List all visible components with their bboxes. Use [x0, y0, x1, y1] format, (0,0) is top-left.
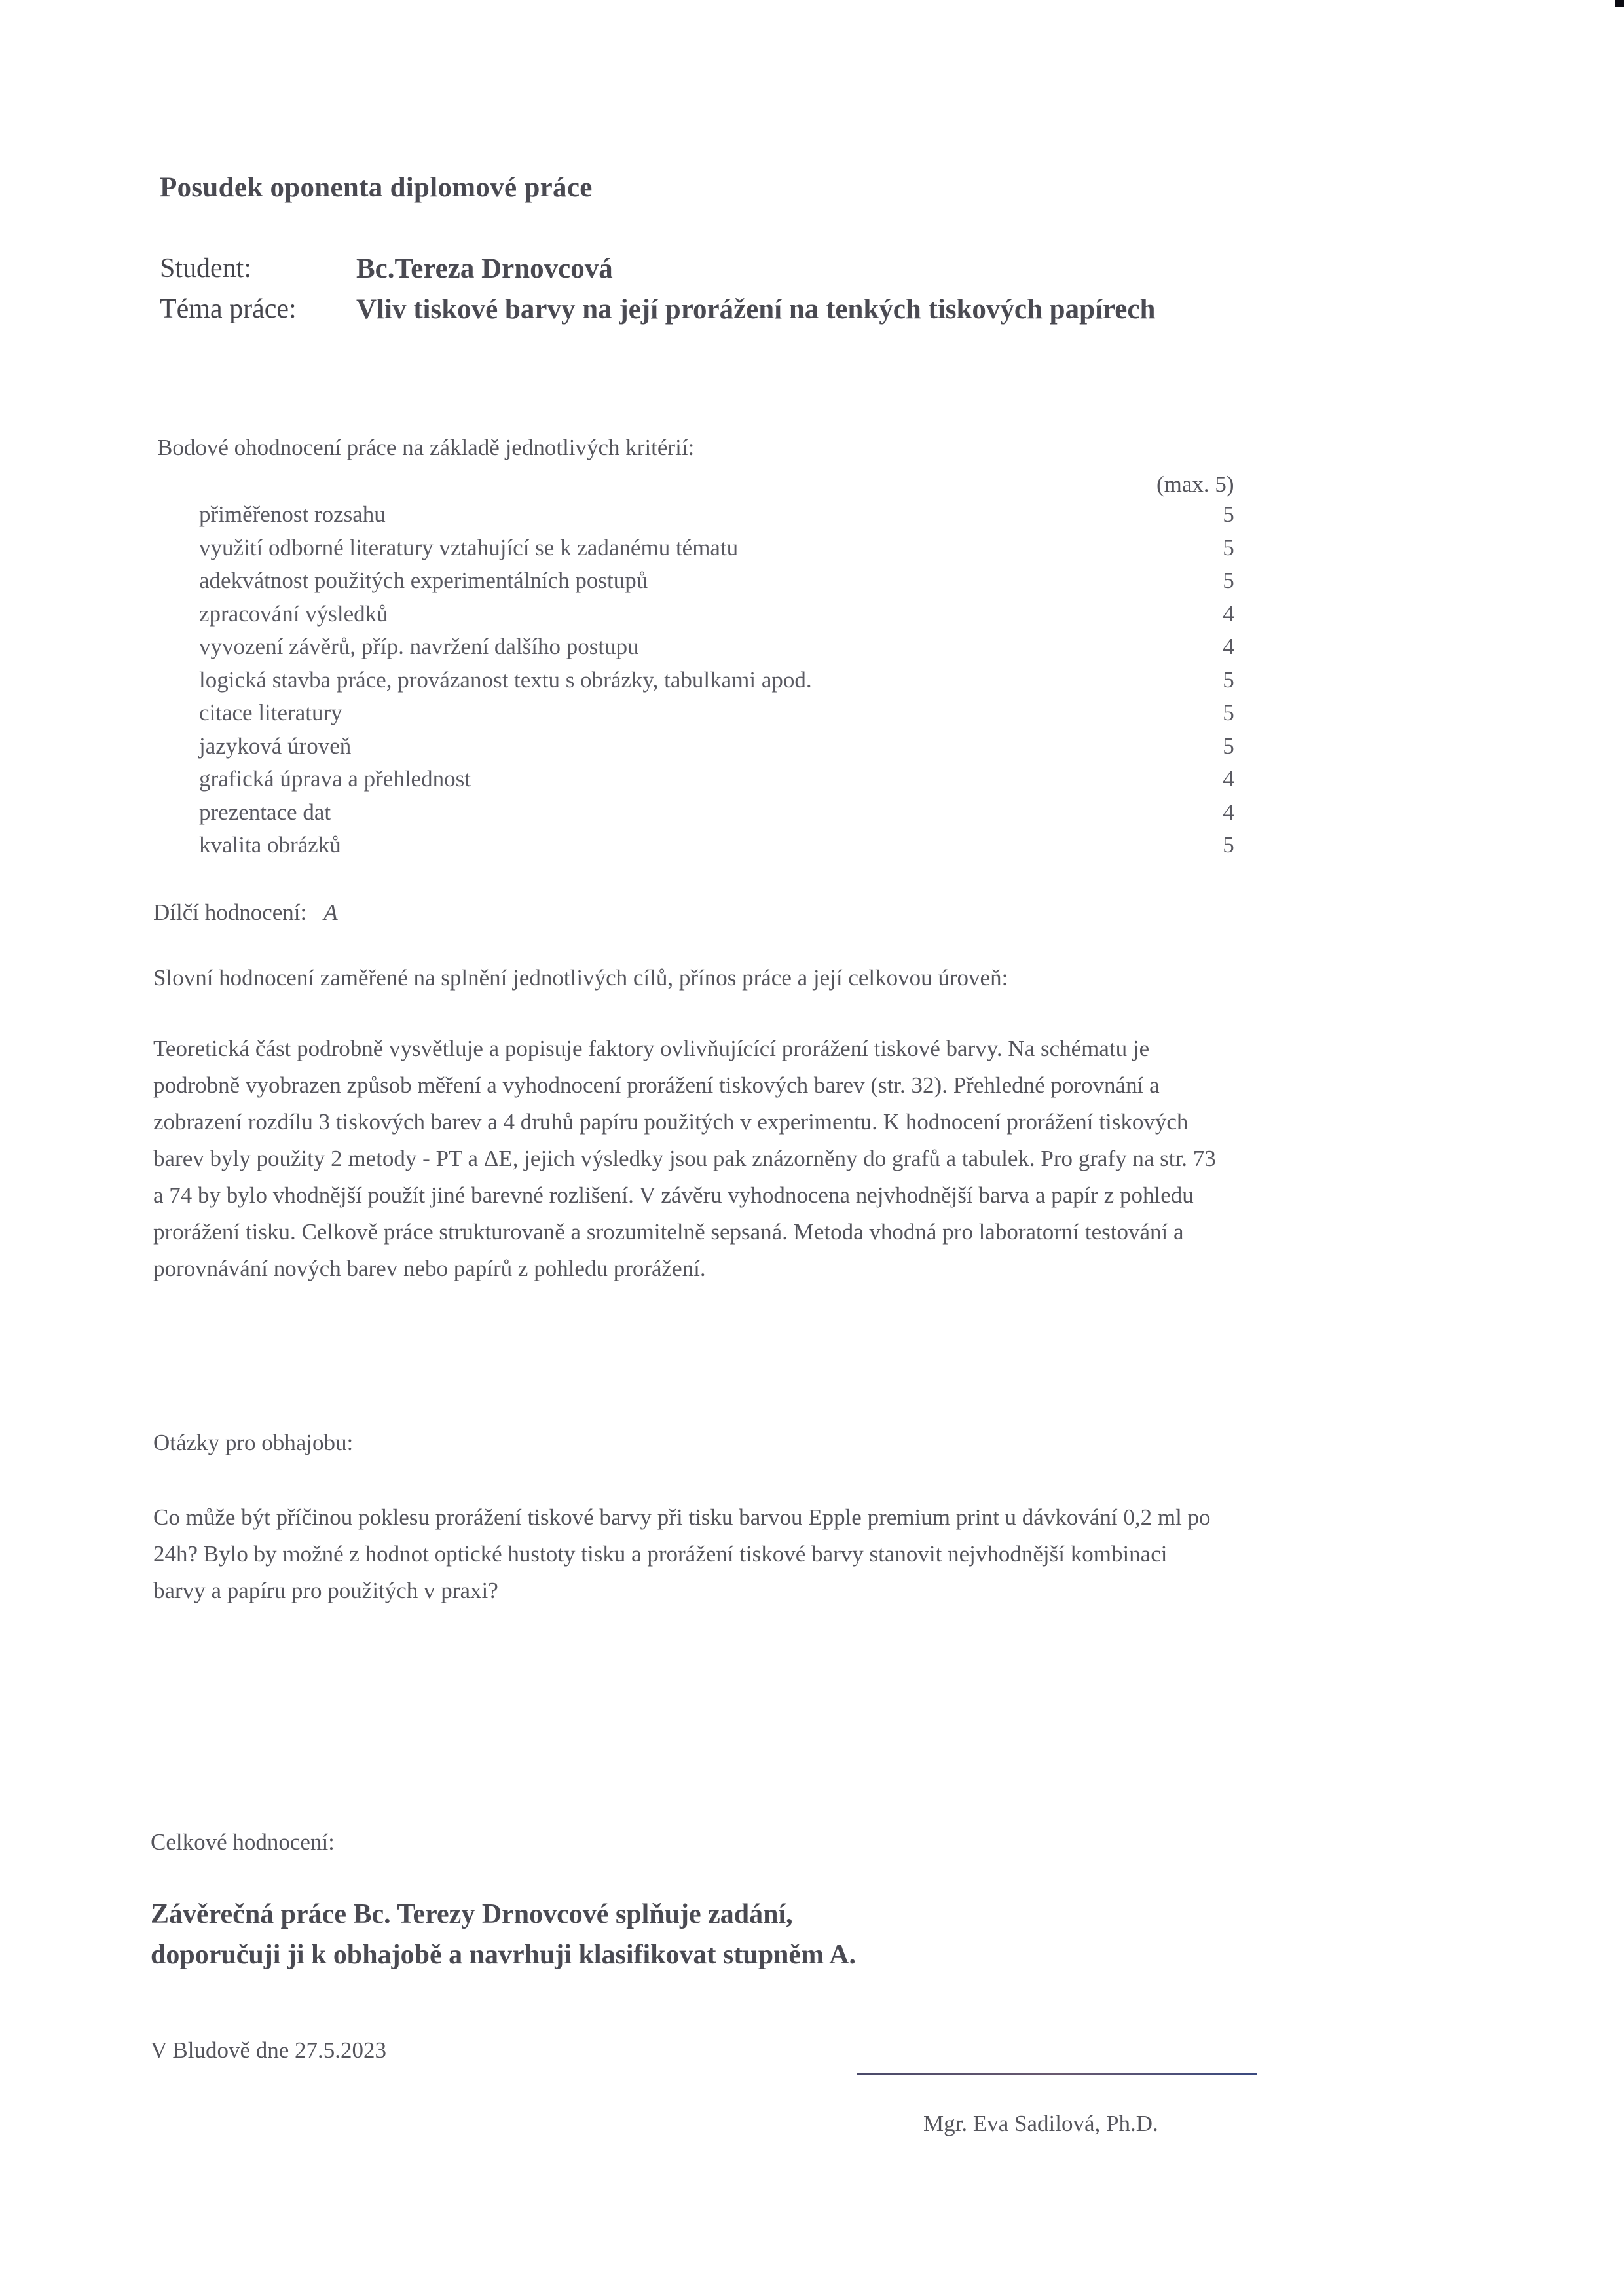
- question-line: barvy a papíru pro použitých v praxi?: [153, 1578, 498, 1603]
- topic-label: Téma práce:: [160, 294, 297, 324]
- criterion-label: zpracování výsledků: [199, 600, 388, 627]
- criterion-row: [199, 634, 1260, 667]
- criterion-score: 5: [1223, 733, 1234, 759]
- criterion-label: kvalita obrázků: [199, 832, 341, 858]
- criterion-label: využití odborné literatury vztahující se k zadanému tématu: [199, 534, 739, 560]
- criterion-row: [199, 667, 1260, 701]
- criterion-label: citace literatury: [199, 700, 342, 725]
- criterion-score: 5: [1223, 534, 1234, 560]
- criterion-label: prezentace dat: [199, 799, 331, 825]
- criterion-row: [199, 832, 1260, 866]
- criterion-row: [199, 766, 1260, 799]
- criterion-row: [199, 799, 1260, 833]
- paragraph-line: podrobně vyobrazen způsob měření a vyhodnocení prorážení tiskových barev (str. 32). Přehledné porovnání a: [153, 1072, 1160, 1098]
- criterion-score: 5: [1223, 700, 1234, 725]
- paragraph-line: Teoretická část podrobně vysvětluje a popisuje faktory ovlivňujícící prorážení tiskové barvy. Na schématu je: [153, 1036, 1150, 1061]
- criterion-row: [199, 535, 1260, 568]
- paragraph-line: prorážení tisku. Celkově práce strukturovaně a srozumitelně sepsaná. Metoda vhodná pro laboratorní testování a: [153, 1219, 1184, 1245]
- criterion-score: 4: [1223, 600, 1234, 627]
- criterion-score: 4: [1223, 766, 1234, 792]
- overall-line: Závěrečná práce Bc. Terezy Drnovcové splňuje zadání,: [151, 1899, 793, 1929]
- criterion-label: adekvátnost použitých experimentálních postupů: [199, 568, 648, 593]
- criterion-score: 5: [1223, 666, 1234, 693]
- criterion-label: vyvození závěrů, příp. navržení dalšího postupu: [199, 634, 639, 659]
- criterion-score: 5: [1223, 832, 1234, 858]
- criterion-row: [199, 700, 1260, 733]
- max-score-label: (max. 5): [1156, 471, 1234, 497]
- criterion-label: jazyková úroveň: [199, 733, 352, 759]
- document-title: Posudek oponenta diplomové práce: [160, 172, 593, 203]
- criterion-label: grafická úprava a přehlednost: [199, 766, 471, 792]
- signer-name: Mgr. Eva Sadilová, Ph.D.: [923, 2111, 1158, 2136]
- student-label: Student:: [160, 253, 252, 283]
- defense-questions-label: Otázky pro obhajobu:: [153, 1430, 354, 1455]
- paragraph-line: zobrazení rozdílu 3 tiskových barev a 4 druhů papíru použitých v experimentu. K hodnocení prorážení tiskových: [153, 1109, 1189, 1135]
- partial-grade-label: Dílčí hodnocení:: [153, 900, 307, 925]
- paragraph-line: porovnávání nových barev nebo papírů z pohledu prorážení.: [153, 1256, 706, 1281]
- paragraph-line: a 74 by bylo vhodnější použít jiné barevné rozlišení. V závěru vyhodnocena nejvhodnější barva a papír z pohledu: [153, 1182, 1194, 1208]
- criterion-label: přiměřenost rozsahu: [199, 501, 386, 527]
- student-name: Bc.Tereza Drnovcová: [356, 253, 613, 284]
- overall-line: doporučuji ji k obhajobě a navrhuji klasifikovat stupněm A.: [151, 1940, 857, 1970]
- criterion-score: 5: [1223, 568, 1234, 593]
- verbal-assessment-intro: Slovní hodnocení zaměřené na splnění jednotlivých cílů, přínos práce a její celkovou úroveň:: [153, 965, 1008, 991]
- defense-questions-text: [153, 1499, 1397, 1609]
- signature-line: [857, 2073, 1257, 2075]
- scan-corner-mark: [1615, 0, 1624, 7]
- criterion-row: [199, 501, 1260, 535]
- overall-assessment-text: [151, 1894, 856, 1975]
- question-line: Co může být příčinou poklesu prorážení tiskové barvy při tisku barvou Epple premium print u dávkování 0,2 ml po: [153, 1504, 1211, 1530]
- criterion-label: logická stavba práce, provázanost textu s obrázky, tabulkami apod.: [199, 666, 812, 693]
- place-and-date: V Bludově dne 27.5.2023: [151, 2037, 387, 2063]
- overall-assessment-label: Celkové hodnocení:: [151, 1829, 335, 1855]
- question-line: 24h? Bylo by možné z hodnot optické hustoty tisku a prorážení tiskové barvy stanovit nejvhodnější kombinaci: [153, 1541, 1168, 1567]
- criterion-score: 4: [1223, 634, 1234, 659]
- scoring-intro: Bodové ohodnocení práce na základě jednotlivých kritérií:: [157, 435, 695, 460]
- partial-grade-value: A: [323, 900, 338, 925]
- criteria-list: [199, 501, 1260, 866]
- criterion-score: 4: [1223, 799, 1234, 825]
- verbal-assessment-text: [153, 1030, 1397, 1287]
- criterion-row: [199, 601, 1260, 634]
- paragraph-line: barev byly použity 2 metody - PT a ΔE, jejich výsledky jsou pak znázorněny do grafů a tabulek. Pro grafy na str. 73: [153, 1146, 1216, 1171]
- criterion-row: [199, 568, 1260, 601]
- thesis-topic: Vliv tiskové barvy na její prorážení na tenkých tiskových papírech: [356, 294, 1156, 325]
- criterion-row: [199, 733, 1260, 767]
- criterion-score: 5: [1223, 501, 1234, 527]
- partial-grade-line: [153, 900, 338, 926]
